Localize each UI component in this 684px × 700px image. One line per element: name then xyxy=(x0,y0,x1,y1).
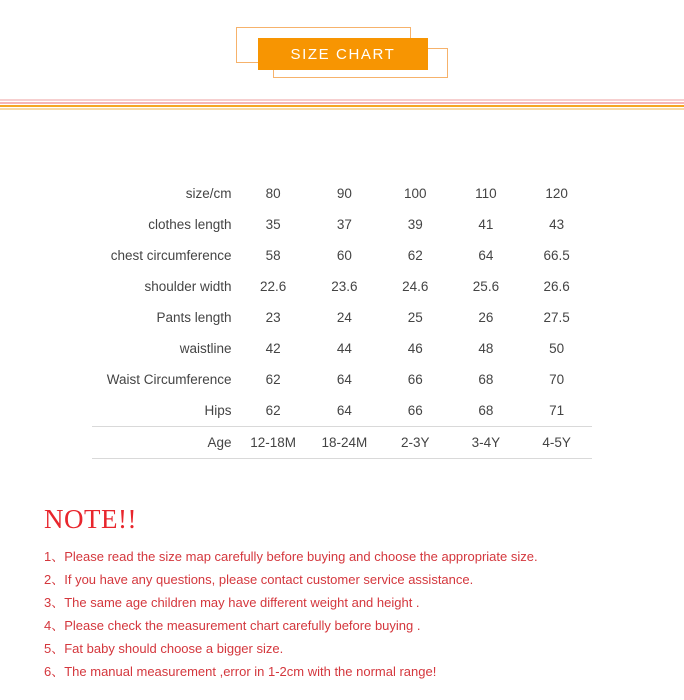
list-item-text: Please read the size map carefully before buying and choose the appropriate size. xyxy=(64,549,538,564)
cell: 60 xyxy=(336,248,352,263)
table-row xyxy=(92,209,592,240)
column-header-120: 120 xyxy=(545,186,568,201)
cell: 62 xyxy=(407,248,423,263)
divider-line-3 xyxy=(0,105,684,107)
row-label: chest circumference xyxy=(110,248,232,263)
list-item xyxy=(44,568,644,591)
cell: 26.6 xyxy=(543,279,570,294)
column-header-100: 100 xyxy=(404,186,427,201)
table-row xyxy=(92,271,592,302)
cell: 68 xyxy=(478,403,494,418)
list-item-number: 6、 xyxy=(44,664,65,679)
cell: 62 xyxy=(265,403,281,418)
row-label: clothes length xyxy=(148,217,232,232)
cell: 68 xyxy=(478,372,494,387)
list-item-number: 3、 xyxy=(44,595,65,610)
divider-line-4 xyxy=(0,108,684,110)
cell: 46 xyxy=(407,341,423,356)
row-label: Pants length xyxy=(156,310,232,325)
cell: 48 xyxy=(478,341,494,356)
cell: 66 xyxy=(407,403,423,418)
list-item-text: If you have any questions, please contact customer service assistance. xyxy=(64,572,474,587)
column-header-110: 110 xyxy=(475,186,497,201)
row-label: Hips xyxy=(204,403,232,418)
cell: 62 xyxy=(265,372,281,387)
cell: 4-5Y xyxy=(521,427,592,459)
list-item xyxy=(44,614,644,637)
cell: 64 xyxy=(336,372,352,387)
cell: 42 xyxy=(265,341,281,356)
cell: 24.6 xyxy=(402,279,429,294)
row-label: Waist Circumference xyxy=(106,372,232,387)
list-item-text: Fat baby should choose a bigger size. xyxy=(64,641,284,656)
cell: 71 xyxy=(549,403,565,418)
cell: 50 xyxy=(549,341,565,356)
column-header-80: 80 xyxy=(265,186,281,201)
cell: 3-4Y xyxy=(451,427,522,459)
cell: 43 xyxy=(549,217,565,232)
list-item xyxy=(44,637,644,660)
table-row xyxy=(92,333,592,364)
list-item-text: The manual measurement ,error in 1-2cm with the normal range! xyxy=(64,664,437,679)
list-item-number: 2、 xyxy=(44,572,65,587)
row-label: Age xyxy=(92,427,238,459)
page-title: SIZE CHART xyxy=(258,38,428,70)
cell: 64 xyxy=(336,403,352,418)
cell: 18-24M xyxy=(309,427,380,459)
table-row-header xyxy=(92,178,592,209)
cell: 2-3Y xyxy=(380,427,451,459)
cell: 26 xyxy=(478,310,494,325)
cell: 35 xyxy=(265,217,281,232)
header-banner xyxy=(0,0,684,96)
table-row xyxy=(92,395,592,427)
row-label: waistline xyxy=(179,341,232,356)
table-row xyxy=(92,302,592,333)
note-list xyxy=(44,545,644,683)
divider-line-2 xyxy=(0,102,684,104)
list-item xyxy=(44,660,644,683)
cell: 24 xyxy=(336,310,352,325)
table-row xyxy=(92,240,592,271)
size-chart-table xyxy=(92,178,592,459)
list-item xyxy=(44,591,644,614)
cell: 25 xyxy=(407,310,423,325)
column-header-90: 90 xyxy=(336,186,352,201)
cell: 64 xyxy=(478,248,494,263)
cell: 22.6 xyxy=(259,279,287,294)
note-heading: NOTE!! xyxy=(44,504,137,534)
cell: 58 xyxy=(265,248,281,263)
cell: 66 xyxy=(407,372,423,387)
cell: 66.5 xyxy=(543,248,570,263)
cell: 37 xyxy=(336,217,352,232)
cell: 12-18M xyxy=(238,427,309,459)
cell: 23.6 xyxy=(331,279,358,294)
cell: 44 xyxy=(336,341,352,356)
divider-group xyxy=(0,99,684,110)
list-item-number: 4、 xyxy=(44,618,65,633)
cell: 25.6 xyxy=(472,279,500,294)
row-label: shoulder width xyxy=(144,279,232,294)
cell: 39 xyxy=(407,217,423,232)
cell: 70 xyxy=(549,372,565,387)
list-item xyxy=(44,545,644,568)
table-row-age xyxy=(92,427,592,459)
list-item-text: Please check the measurement chart carefully before buying . xyxy=(64,618,421,633)
list-item-number: 5、 xyxy=(44,641,65,656)
cell: 41 xyxy=(478,217,494,232)
column-header-size: size/cm xyxy=(185,186,232,201)
cell: 23 xyxy=(265,310,281,325)
list-item-number: 1、 xyxy=(44,549,65,564)
table-row xyxy=(92,364,592,395)
cell: 27.5 xyxy=(543,310,570,325)
divider-line-1 xyxy=(0,99,684,101)
list-item-text: The same age children may have different weight and height . xyxy=(64,595,420,610)
